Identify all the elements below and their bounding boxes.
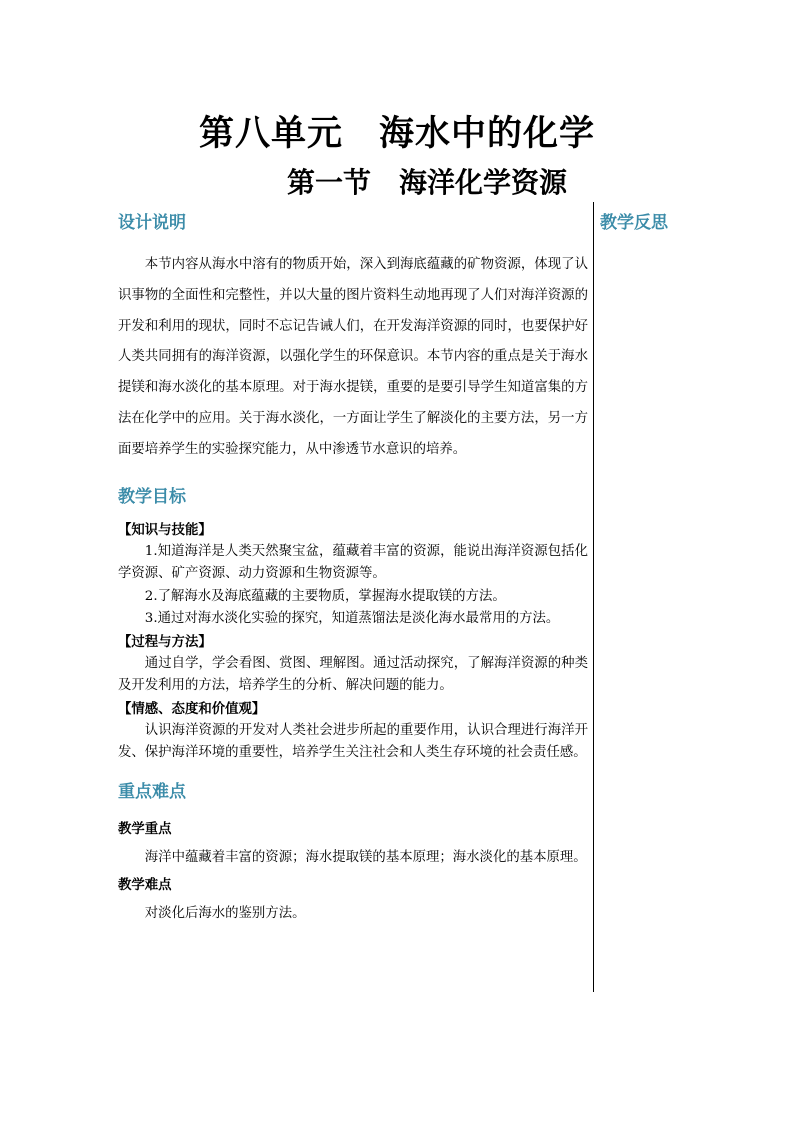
section-title: 第一节 海洋化学资源 [286,166,567,199]
focus-text: 海洋中蕴藏着丰富的资源；海水提取镁的基本原理；海水淡化的基本原理。 [144,849,587,865]
emotion-text: 认识海洋资源的开发对人类社会进步所起的重要作用，认识合理进行海洋开发、保护海洋环境的重要性，培养学生关注社会和人类生存环境的社会责任感。 [118,722,588,761]
column-divider [593,202,594,992]
process-label: 【过程与方法】 [118,633,212,650]
main-column [118,208,588,926]
knowledge-label: 【知识与技能】 [118,521,212,538]
reflection-heading: 教学反思 [600,213,668,233]
difficulty-label: 教学难点 [118,876,172,893]
keypoints-heading: 重点难点 [118,781,186,802]
emotion-label: 【情感、态度和价值观】 [118,700,266,717]
reflection-column [600,208,668,233]
knowledge-item-1: 1.知道海洋是人类天然聚宝盆，蕴藏着丰富的资源，能说出海洋资源包括化学资源、矿产资源、动力资源和生物资源等。 [118,543,588,582]
design-heading: 设计说明 [118,213,186,233]
knowledge-item-3: 3.通过对海水淡化实验的探究，知道蒸馏法是淡化海水最常用的方法。 [144,611,560,627]
unit-title: 第八单元 海水中的化学 [198,113,595,154]
knowledge-item-2: 2.了解海水及海底蕴藏的主要物质，掌握海水提取镁的方法。 [144,588,506,604]
process-text: 通过自学，学会看图、赏图、理解图。通过活动探究，了解海洋资源的种类及开发利用的方法，培养学生的分析、解决问题的能力。 [118,655,588,694]
objectives-heading: 教学目标 [118,486,186,507]
focus-label: 教学重点 [118,820,172,837]
difficulty-text: 对淡化后海水的鉴别方法。 [144,905,306,921]
design-paragraph: 本节内容从海水中溶有的物质开始，深入到海底蕴藏的矿物资源，体现了认识事物的全面性和完整性，并以大量的图片资料生动地再现了人们对海洋资源的开发和利用的现状，同时不忘记告诫人们，在开发海洋资源的同时，也要保护好人类共同拥有的海洋资源，以强化学生的环保意识。本节内容的重点是关于海水提镁和海水淡化的基本原理。对于海水提镁，重要的是要引导学生知道富集的方法在化学中的应用。关于海水淡化，一方面让学生了解淡化的主要方法，另一方面要培养学生的实验探究能力，从中渗透节水意识的培养。 [118,257,588,457]
